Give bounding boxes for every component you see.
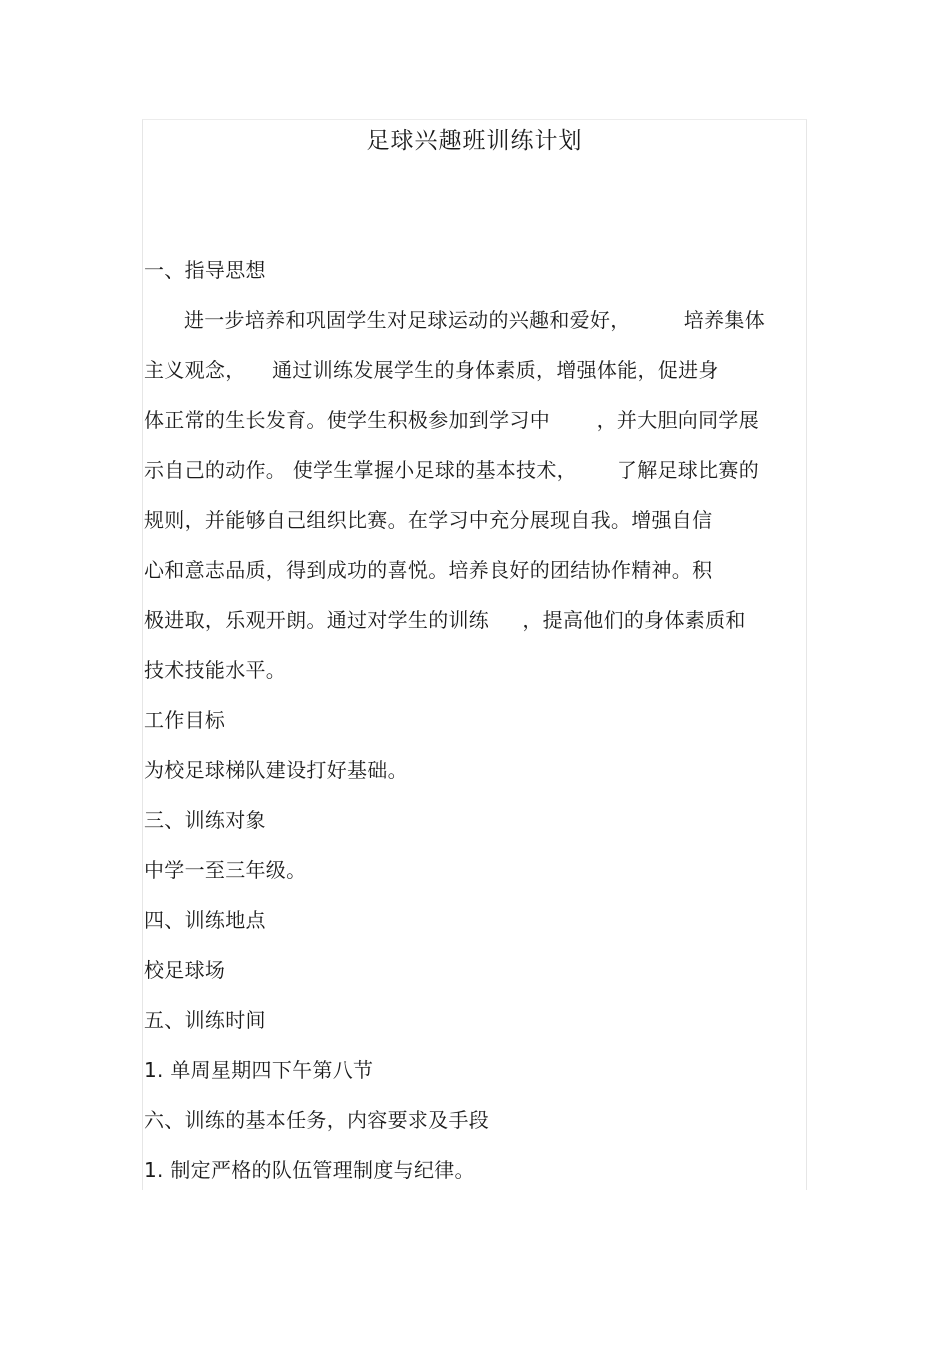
section-body: 中学一至三年级。 <box>144 858 307 882</box>
paragraph-line: 技术技能水平。 <box>144 658 287 682</box>
section-heading-training-time: 五、训练时间 <box>144 1008 266 1032</box>
page-title: 足球兴趣班训练计划 <box>366 128 583 154</box>
section-heading-training-targets: 三、训练对象 <box>144 808 266 832</box>
paragraph-line: 体正常的生长发育。使学生积极参加到学习中 ，并大胆向同学展 <box>144 408 760 432</box>
list-item: 1. 制定严格的队伍管理制度与纪律。 <box>144 1158 475 1182</box>
section-body: 为校足球梯队建设打好基础。 <box>144 758 408 782</box>
section-body: 校足球场 <box>144 958 226 982</box>
section-heading-training-location: 四、训练地点 <box>144 908 266 932</box>
section-heading-guiding-ideas: 一、指导思想 <box>144 258 266 282</box>
paragraph-line: 规则，并能够自己组织比赛。在学习中充分展现自我。增强自信 <box>144 508 713 532</box>
section-heading-basic-tasks: 六、训练的基本任务，内容要求及手段 <box>144 1108 490 1132</box>
paragraph-line: 心和意志品质，得到成功的喜悦。培养良好的团结协作精神。积 <box>144 558 713 582</box>
paragraph-line: 主义观念， 通过训练发展学生的身体素质，增强体能，促进身 <box>144 358 719 382</box>
paragraph-line: 进一步培养和巩固学生对足球运动的兴趣和爱好， 培养集体 <box>144 308 766 332</box>
paragraph-line: 示自己的动作。 使学生掌握小足球的基本技术， 了解足球比赛的 <box>144 458 760 482</box>
list-item: 1. 单周星期四下午第八节 <box>144 1058 374 1082</box>
paragraph-line: 极进取，乐观开朗。通过对学生的训练 ，提高他们的身体素质和 <box>144 608 746 632</box>
section-heading-work-goal: 工作目标 <box>144 708 226 732</box>
